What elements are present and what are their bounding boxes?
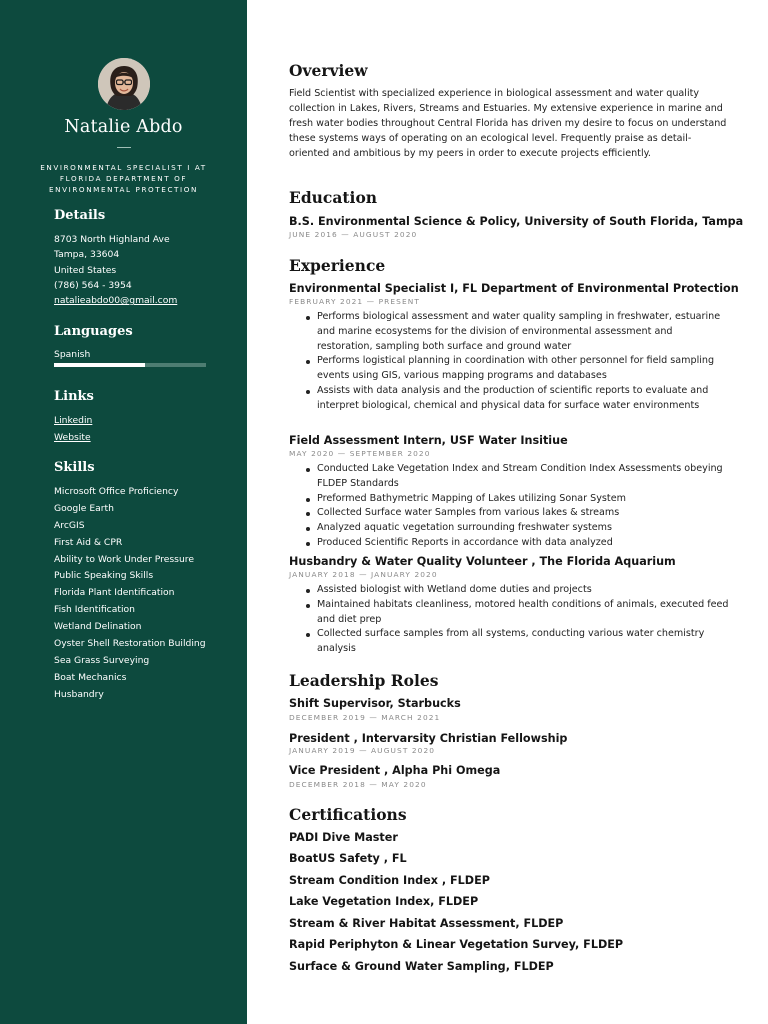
bullet-item: Maintained habitats cleanliness, motored health conditions of animals, executed feed and diet prep bbox=[317, 598, 729, 628]
overview-text: Field Scientist with specialized experience in biological assessment and water quality collection in Lakes, Rivers, Streams and Estuaries. My extensive experience in marine and fresh water bodies throughout Central Florida has driven my desire to focus on understand these systems ways of operating on an ecological level. Frequently praise as detail-oriented and ambitious by my peers in order to execute projects efficiently. bbox=[289, 88, 727, 159]
skill-item: Public Speaking Skills bbox=[54, 570, 154, 582]
bullet-item: Performs logistical planning in coordination with other personnel for field sampling events using GIS, various mapping programs and databases bbox=[317, 354, 729, 384]
avatar bbox=[98, 58, 150, 110]
bullet-item: Assists with data analysis and the production of scientific reports to evaluate and interpret biological, chemical and physical data for surface water environments bbox=[317, 384, 729, 414]
skill-item: Ability to Work Under Pressure bbox=[54, 553, 195, 565]
certification-item: Stream Condition Index , FLDEP bbox=[289, 874, 490, 887]
skill-item: Husbandry bbox=[54, 688, 104, 700]
experience-heading: Experience bbox=[289, 256, 386, 275]
leadership-title: President , Intervarsity Christian Fellowship bbox=[289, 732, 568, 745]
experience-title: Field Assessment Intern, USF Water Insitiue bbox=[289, 434, 568, 447]
education-heading: Education bbox=[289, 188, 378, 207]
experience-bullets bbox=[317, 583, 729, 657]
skill-item: Sea Grass Surveying bbox=[54, 654, 150, 666]
skill-item: Google Earth bbox=[54, 502, 114, 514]
education-dates: JUNE 2016 — AUGUST 2020 bbox=[289, 230, 418, 239]
links-heading: Links bbox=[54, 389, 94, 404]
skill-item: First Aid & CPR bbox=[54, 536, 123, 548]
skill-item: Boat Mechanics bbox=[54, 671, 127, 683]
leadership-dates: DECEMBER 2018 — MAY 2020 bbox=[289, 780, 427, 789]
experience-title: Environmental Specialist I, FL Department of Environmental Protection bbox=[289, 282, 739, 295]
leadership-dates: JANUARY 2019 — AUGUST 2020 bbox=[289, 746, 436, 755]
bullet-item: Analyzed aquatic vegetation surrounding freshwater systems bbox=[317, 521, 729, 536]
language-level-bar bbox=[54, 363, 206, 367]
bullet-item: Collected surface samples from all systems, conducting various water chemistry analysis bbox=[317, 627, 729, 657]
certification-item: Stream & River Habitat Assessment, FLDEP bbox=[289, 917, 564, 930]
skill-item: Florida Plant Identification bbox=[54, 587, 175, 599]
experience-bullets bbox=[317, 462, 729, 551]
links-list bbox=[54, 412, 92, 446]
profile-name: Natalie Abdo bbox=[64, 117, 183, 137]
skill-item: Oyster Shell Restoration Building bbox=[54, 638, 206, 650]
experience-bullets bbox=[317, 310, 729, 414]
website-link[interactable]: Website bbox=[54, 432, 91, 443]
bullet-item: Collected Surface water Samples from various lakes & streams bbox=[317, 506, 729, 521]
details-heading: Details bbox=[54, 208, 106, 223]
address-country: United States bbox=[54, 264, 117, 276]
profile-photo-icon bbox=[98, 58, 150, 110]
certification-item: PADI Dive Master bbox=[289, 831, 398, 844]
experience-title: Husbandry & Water Quality Volunteer , The Florida Aquarium bbox=[289, 555, 676, 568]
leadership-heading: Leadership Roles bbox=[289, 671, 439, 690]
certification-item: Rapid Periphyton & Linear Vegetation Survey, FLDEP bbox=[289, 938, 624, 951]
language-name: Spanish bbox=[54, 349, 91, 360]
skills-heading: Skills bbox=[54, 460, 95, 475]
bullet-item: Produced Scientific Reports in accordance with data analyzed bbox=[317, 536, 729, 551]
experience-dates: MAY 2020 — SEPTEMBER 2020 bbox=[289, 449, 431, 458]
leadership-dates: DECEMBER 2019 — MARCH 2021 bbox=[289, 713, 441, 722]
leadership-title: Shift Supervisor, Starbucks bbox=[289, 697, 461, 710]
experience-dates: FEBRUARY 2021 — PRESENT bbox=[289, 297, 420, 306]
bullet-item: Conducted Lake Vegetation Index and Stream Condition Index Assessments obeying FLDEP Standards bbox=[317, 462, 729, 492]
experience-dates: JANUARY 2018 — JANUARY 2020 bbox=[289, 570, 438, 579]
address-city: Tampa, 33604 bbox=[54, 249, 120, 261]
bullet-item: Assisted biologist with Wetland dome duties and projects bbox=[317, 583, 729, 598]
email-link[interactable]: natalieabdo00@gmail.com bbox=[54, 295, 178, 307]
certification-item: Lake Vegetation Index, FLDEP bbox=[289, 895, 479, 908]
skills-list bbox=[54, 484, 206, 704]
languages-list bbox=[54, 347, 90, 362]
languages-heading: Languages bbox=[54, 324, 133, 339]
overview-heading: Overview bbox=[289, 61, 368, 80]
bullet-item: Performs biological assessment and water quality sampling in freshwater, estuarine and marine ecosystems for the division of environmental assessment and restoration, sampling both surface and ground water bbox=[317, 310, 729, 354]
language-level-fill bbox=[54, 363, 145, 367]
name-divider bbox=[117, 147, 131, 148]
skill-item: Fish Identification bbox=[54, 604, 135, 616]
phone-number: (786) 564 - 3954 bbox=[54, 279, 132, 291]
certification-item: Surface & Ground Water Sampling, FLDEP bbox=[289, 960, 554, 973]
bullet-item: Preformed Bathymetric Mapping of Lakes utilizing Sonar System bbox=[317, 492, 729, 507]
profile-job-title: ENVIRONMENTAL SPECIALIST I AT FLORIDA DEPARTMENT OF ENVIRONMENTAL PROTECTION bbox=[40, 163, 207, 194]
certifications-heading: Certifications bbox=[289, 805, 407, 824]
sidebar bbox=[0, 0, 247, 1024]
skill-item: Microsoft Office Proficiency bbox=[54, 486, 179, 497]
address-street: 8703 North Highland Ave bbox=[54, 234, 170, 245]
education-title: B.S. Environmental Science & Policy, University of South Florida, Tampa bbox=[289, 215, 744, 228]
details-list bbox=[54, 232, 177, 308]
leadership-title: Vice President , Alpha Phi Omega bbox=[289, 764, 501, 777]
linkedin-link[interactable]: Linkedin bbox=[54, 415, 93, 426]
skill-item: ArcGIS bbox=[54, 519, 85, 531]
skill-item: Wetland Delination bbox=[54, 621, 142, 633]
certification-item: BoatUS Safety , FL bbox=[289, 852, 407, 865]
